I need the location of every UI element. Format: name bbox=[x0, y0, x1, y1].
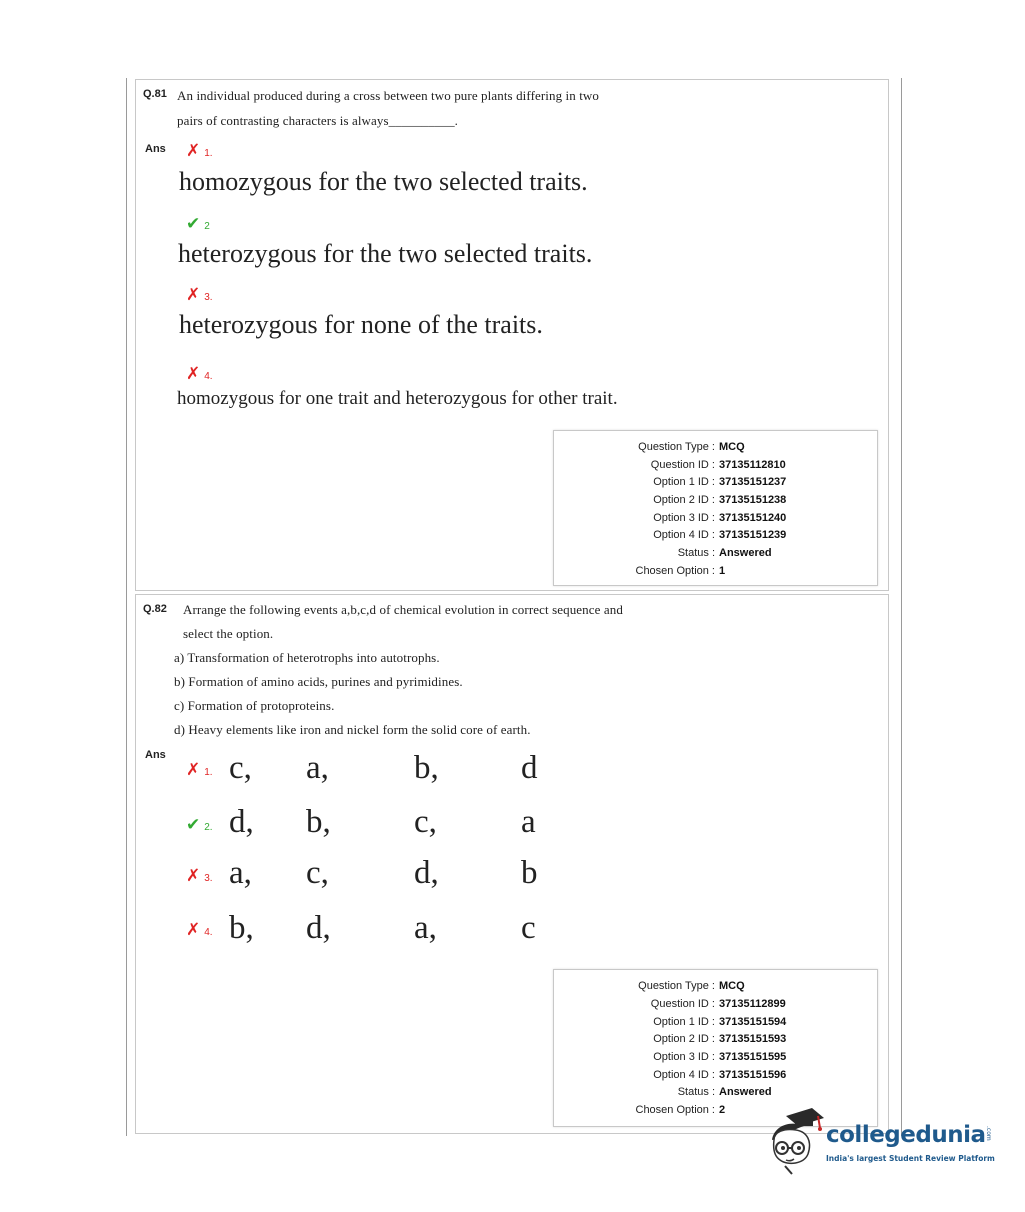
meta-row-option-3-id: Option 3 ID : 37135151240 bbox=[653, 512, 787, 524]
question-82-text-line1: Arrange the following events a,b,c,d of chemical evolution in correct sequence and bbox=[183, 602, 623, 617]
meta-row-chosen-option: Chosen Option : 1 bbox=[635, 565, 726, 577]
event-c: c) Formation of protoproteins. bbox=[174, 698, 335, 713]
logo-tagline: India's largest Student Review Platform bbox=[826, 1154, 995, 1163]
q82-option-2-item-2: b, bbox=[306, 804, 331, 840]
q81-option-1-marker bbox=[186, 143, 213, 160]
q82-option-4-item-1: b, bbox=[229, 910, 254, 946]
meta-row-question-id: Question ID : 37135112810 bbox=[650, 459, 786, 471]
page-frame-left bbox=[126, 78, 127, 1136]
question-81-ans-label: Ans bbox=[145, 143, 166, 155]
event-d: d) Heavy elements like iron and nickel form the solid core of earth. bbox=[174, 722, 531, 737]
q82-option-3-item-2: c, bbox=[306, 855, 329, 891]
q81-option-4-marker bbox=[186, 366, 213, 383]
q82-option-2-item-3: c, bbox=[414, 804, 437, 840]
question-81-number: Q.81 bbox=[143, 88, 167, 100]
question-81-meta-panel bbox=[553, 430, 878, 586]
meta-row-status: Status : Answered bbox=[677, 1086, 772, 1098]
option-number: 3. bbox=[204, 873, 213, 884]
option-number: 2 bbox=[204, 221, 210, 232]
q82-option-3-item-3: d, bbox=[414, 855, 439, 891]
q82-option-2-item-4: a bbox=[521, 804, 536, 840]
question-82-text-line2: select the option. bbox=[183, 626, 274, 641]
q82-option-3-item-4: b bbox=[521, 855, 538, 891]
q82-option-4-item-3: a, bbox=[414, 910, 437, 946]
q82-option-1-item-4: d bbox=[521, 750, 538, 786]
question-82-number: Q.82 bbox=[143, 603, 167, 615]
q81-option-2-marker bbox=[186, 216, 210, 233]
q82-option-1-item-3: b, bbox=[414, 750, 439, 786]
meta-row-option-3-id: Option 3 ID : 37135151595 bbox=[653, 1051, 787, 1063]
q82-option-1-item-1: c, bbox=[229, 750, 252, 786]
q82-option-4-item-4: c bbox=[521, 910, 536, 946]
q81-option-4-text: homozygous for one trait and heterozygous for other trait. bbox=[177, 388, 618, 409]
option-number: 2. bbox=[204, 822, 213, 833]
q82-option-3-marker bbox=[186, 868, 213, 885]
option-number: 3. bbox=[204, 292, 213, 303]
q81-option-3-text: heterozygous for none of the traits. bbox=[179, 310, 543, 339]
event-b: b) Formation of amino acids, purines and pyrimidines. bbox=[174, 674, 463, 689]
cross-icon: ✗ bbox=[186, 364, 201, 384]
question-82-meta-panel bbox=[553, 969, 878, 1127]
logo-wordmark: collegedunia bbox=[826, 1122, 986, 1148]
page-frame-right bbox=[901, 78, 902, 1136]
q82-option-1-marker bbox=[186, 762, 213, 779]
q82-option-1-item-2: a, bbox=[306, 750, 329, 786]
question-82-ans-label: Ans bbox=[145, 749, 166, 761]
question-81-text-line2: pairs of contrasting characters is always__________. bbox=[177, 113, 459, 128]
q81-option-2-text: heterozygous for the two selected traits. bbox=[178, 239, 593, 268]
logo-suffix: .com bbox=[985, 1126, 992, 1141]
meta-row-question-id: Question ID : 37135112899 bbox=[650, 998, 786, 1010]
meta-row-option-4-id: Option 4 ID : 37135151239 bbox=[653, 529, 787, 541]
cross-icon: ✗ bbox=[186, 866, 201, 886]
q82-option-2-item-1: d, bbox=[229, 804, 254, 840]
meta-row-chosen-option: Chosen Option : 2 bbox=[635, 1104, 726, 1116]
option-number: 4. bbox=[204, 927, 213, 938]
option-number: 4. bbox=[204, 371, 213, 382]
meta-row-option-1-id: Option 1 ID : 37135151237 bbox=[653, 476, 787, 488]
meta-row-question-type: Question Type : MCQ bbox=[638, 980, 745, 992]
q81-option-1-text: homozygous for the two selected traits. bbox=[179, 167, 588, 196]
meta-row-status: Status : Answered bbox=[677, 547, 772, 559]
meta-row-question-type: Question Type : MCQ bbox=[638, 441, 745, 453]
event-a: a) Transformation of heterotrophs into autotrophs. bbox=[174, 650, 440, 665]
cross-icon: ✗ bbox=[186, 920, 201, 940]
q82-option-2-marker bbox=[186, 817, 213, 834]
cross-icon: ✗ bbox=[186, 141, 201, 161]
q82-option-4-marker bbox=[186, 922, 213, 939]
check-icon: ✔ bbox=[186, 214, 201, 234]
collegedunia-logo bbox=[768, 1106, 998, 1176]
check-icon: ✔ bbox=[186, 815, 201, 835]
q82-option-4-item-2: d, bbox=[306, 910, 331, 946]
meta-row-option-1-id: Option 1 ID : 37135151594 bbox=[653, 1016, 787, 1028]
meta-row-option-4-id: Option 4 ID : 37135151596 bbox=[653, 1069, 787, 1081]
q82-option-3-item-1: a, bbox=[229, 855, 252, 891]
option-number: 1. bbox=[204, 148, 213, 159]
answer-blank: __________. bbox=[388, 113, 459, 128]
option-number: 1. bbox=[204, 767, 213, 778]
cross-icon: ✗ bbox=[186, 285, 201, 305]
q81-option-3-marker bbox=[186, 287, 213, 304]
cross-icon: ✗ bbox=[186, 760, 201, 780]
meta-row-option-2-id: Option 2 ID : 37135151238 bbox=[653, 494, 787, 506]
question-81-text-line1: An individual produced during a cross between two pure plants differing in two bbox=[177, 88, 600, 103]
mascot-icon bbox=[768, 1106, 826, 1176]
meta-row-option-2-id: Option 2 ID : 37135151593 bbox=[653, 1033, 787, 1045]
